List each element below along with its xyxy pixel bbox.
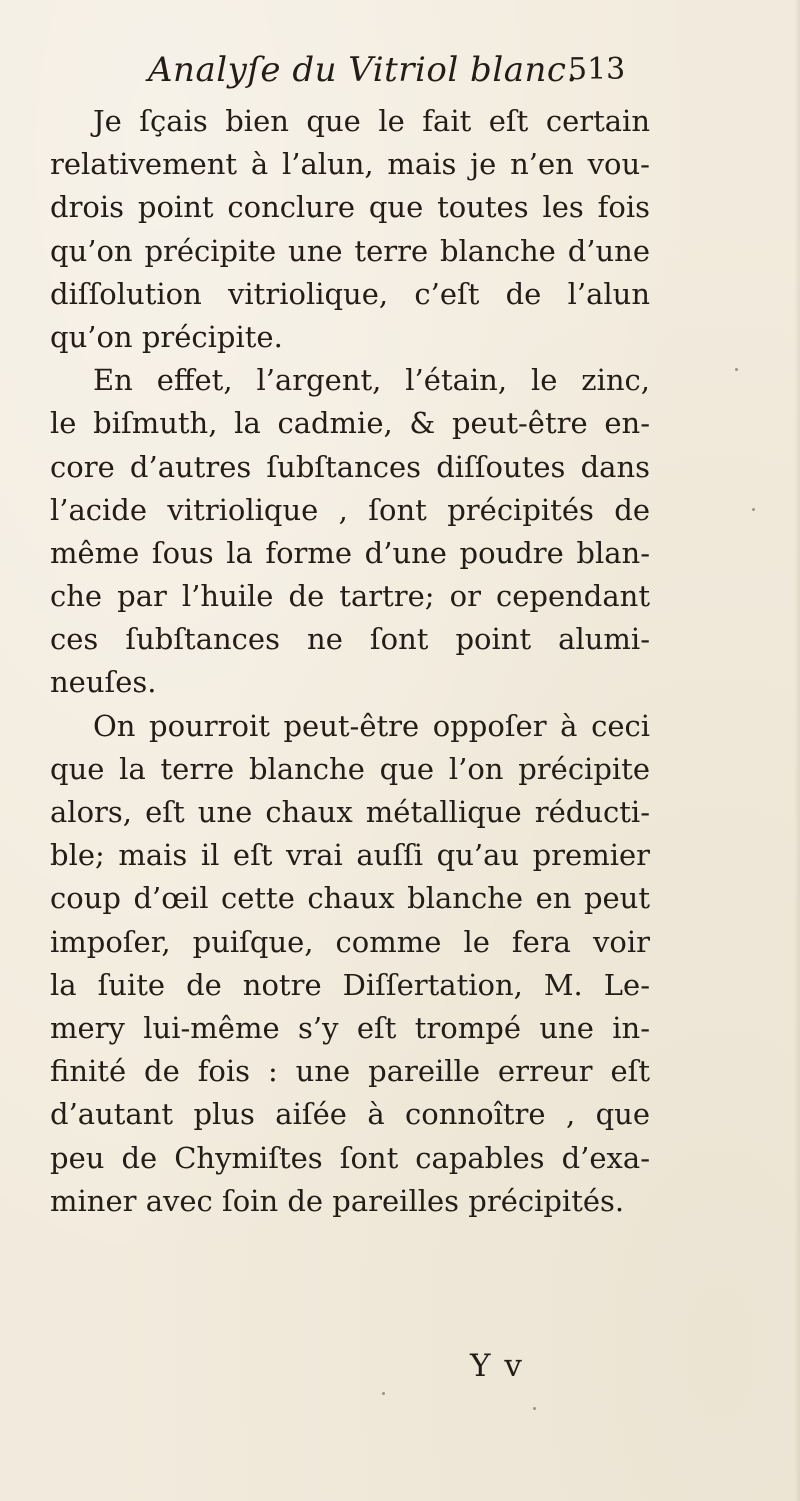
page-number: 513	[568, 52, 626, 87]
text-line: même ſous la forme d’une poudre blan-	[50, 535, 650, 570]
text-line: peu de Chymiſtes ſont capables d’exa-	[50, 1140, 650, 1175]
paper-speck	[752, 508, 755, 511]
text-line: relativement à l’alun, mais je n’en vou-	[50, 147, 650, 182]
text-line: que la terre blanche que l’on précipite	[50, 751, 650, 786]
text-line: la ſuite de notre Diſſertation, M. Le-	[50, 967, 650, 1002]
page-edge-shadow	[794, 0, 800, 1501]
text-line: mery lui-même s’y eſt trompé une in-	[50, 1010, 650, 1045]
text-line: impoſer, puiſque, comme le fera voir	[50, 924, 650, 959]
text-line: neuſes.	[50, 665, 157, 700]
text-line: alors, eſt une chaux métallique réducti-	[50, 795, 650, 829]
paper-speck	[382, 1392, 385, 1395]
text-line: che par l’huile de tartre; or cependant	[50, 579, 650, 614]
text-line: diſſolution vitriolique, c’eſt de l’alun	[50, 276, 650, 311]
text-line: miner avec ſoin de pareilles précipités.	[50, 1183, 625, 1218]
text-line: qu’on précipite une terre blanche d’une	[50, 233, 650, 268]
paper-speck	[533, 1407, 536, 1410]
signature-mark: Y v	[470, 1348, 524, 1384]
text-line: Je ſçais bien que le fait eſt certain	[93, 104, 650, 138]
text-line: drois point conclure que toutes les fois	[50, 190, 650, 225]
running-title: Analyſe du Vitriol blanc.	[148, 50, 578, 90]
text-line: l’acide vitriolique , ſont précipités de	[50, 492, 650, 527]
text-line: core d’autres ſubſtances diſſoutes dans	[50, 449, 650, 484]
text-line: le biſmuth, la cadmie, & peut-être en-	[50, 406, 650, 441]
page-header	[148, 50, 648, 100]
text-line: coup d’œil cette chaux blanche en peut	[50, 881, 650, 916]
paper-speck	[735, 368, 738, 371]
text-line: d’autant plus aiſée à connoître , que	[50, 1097, 650, 1132]
text-line: qu’on précipite.	[50, 319, 283, 354]
text-line: ble; mais il eſt vrai auſſi qu’au premier	[50, 838, 650, 873]
text-line: ces ſubſtances ne ſont point alumi-	[50, 622, 650, 657]
text-line: On pourroit peut-être oppoſer à ceci	[93, 708, 650, 743]
text-line: En effet, l’argent, l’étain, le zinc,	[93, 363, 650, 398]
text-line: finité de fois : une pareille erreur eſt	[50, 1054, 650, 1089]
body-text	[50, 100, 650, 1223]
